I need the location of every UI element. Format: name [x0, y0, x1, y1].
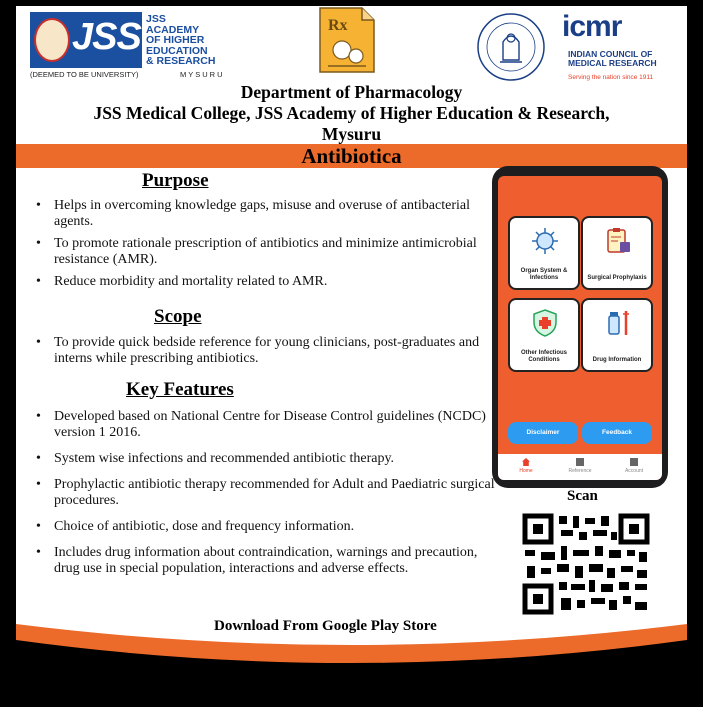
jss-mark: JSS: [72, 16, 141, 58]
jss-badge: [30, 12, 142, 68]
virus-icon: [530, 226, 560, 256]
features-heading: Key Features: [126, 379, 234, 400]
book-icon: [576, 458, 584, 466]
nav-home[interactable]: Home: [506, 458, 546, 474]
list-item: • System wise infections and recommended antibiotic therapy.: [30, 451, 496, 467]
jss-name: JSS ACADEMY OF HIGHER EDUCATION & RESEARCH: [146, 13, 216, 67]
government-seal-icon: [468, 12, 554, 82]
icmr-name: INDIAN COUNCIL OF MEDICAL RESEARCH: [568, 49, 657, 68]
list-item: • To provide quick bedside reference for young clinicians, post-graduates and interns while prescribing antibiotics.: [30, 335, 496, 367]
icmr-mark: icmr: [562, 10, 622, 43]
college-line: JSS Medical College, JSS Academy of Higher Education & Research,: [93, 103, 610, 123]
home-icon: [522, 458, 530, 466]
disclaimer-button[interactable]: Disclaimer: [508, 422, 578, 444]
qr-code-icon[interactable]: [521, 512, 651, 616]
download-label: Download From Google Play Store: [214, 618, 437, 634]
tile-drug-information[interactable]: Drug Information: [581, 298, 653, 372]
list-item: • Includes drug information about contraindication, warnings and precaution, drug use in special population, interactions and adverse effects.: [30, 545, 496, 577]
department-line: Department of Pharmacology: [240, 82, 463, 102]
tile-other-infectious[interactable]: Other Infectious Conditions: [508, 298, 580, 372]
icmr-logo: [562, 12, 686, 84]
tile-organ-system[interactable]: Organ System & Infections: [508, 216, 580, 290]
purpose-heading: Purpose: [142, 170, 209, 191]
vial-syringe-icon: [603, 308, 633, 338]
app-title: Antibiotica: [301, 144, 402, 168]
jss-logo: [30, 12, 225, 79]
bottom-nav: [498, 454, 662, 480]
poster: [16, 6, 687, 701]
prescription-icon: [316, 6, 392, 76]
svg-text:Rx: Rx: [328, 17, 348, 34]
list-item: • To promote rationale prescription of antibiotics and minimize antimicrobial resistance (AMR).: [30, 236, 496, 268]
purpose-list: [30, 198, 496, 290]
list-item: • Developed based on National Centre for Disease Control guidelines (NCDC) version 1 2016.: [30, 409, 496, 441]
scan-label: Scan: [567, 488, 598, 504]
shield-cross-icon: [530, 308, 560, 338]
clipboard-icon: [603, 226, 633, 256]
account-icon: [630, 458, 638, 466]
app-screen: [498, 176, 662, 480]
phone-mockup: [492, 166, 668, 488]
tile-surgical-prophylaxis[interactable]: Surgical Prophylaxis: [581, 216, 653, 290]
list-item: • Choice of antibiotic, dose and frequency information.: [30, 519, 496, 535]
nav-account[interactable]: Account: [614, 458, 654, 474]
icmr-tagline: Serving the nation since 1911: [568, 74, 654, 81]
title-banner: [16, 144, 687, 168]
jss-city: MYSURU: [180, 70, 225, 79]
scope-heading: Scope: [154, 306, 202, 327]
list-item: • Reduce morbidity and mortality related to AMR.: [30, 274, 496, 290]
jss-emblem-icon: [34, 18, 70, 62]
list-item: • Prophylactic antibiotic therapy recommended for Adult and Paediatric surgical procedures.: [30, 477, 496, 509]
jss-deemed: (DEEMED TO BE UNIVERSITY): [30, 70, 139, 79]
scope-list: [30, 335, 496, 367]
nav-reference[interactable]: Reference: [560, 458, 600, 474]
footer-wave: [16, 606, 687, 701]
feedback-button[interactable]: Feedback: [582, 422, 652, 444]
list-item: • Helps in overcoming knowledge gaps, misuse and overuse of antibacterial agents.: [30, 198, 496, 230]
city-line: Mysuru: [321, 124, 382, 144]
features-list: [30, 409, 496, 577]
